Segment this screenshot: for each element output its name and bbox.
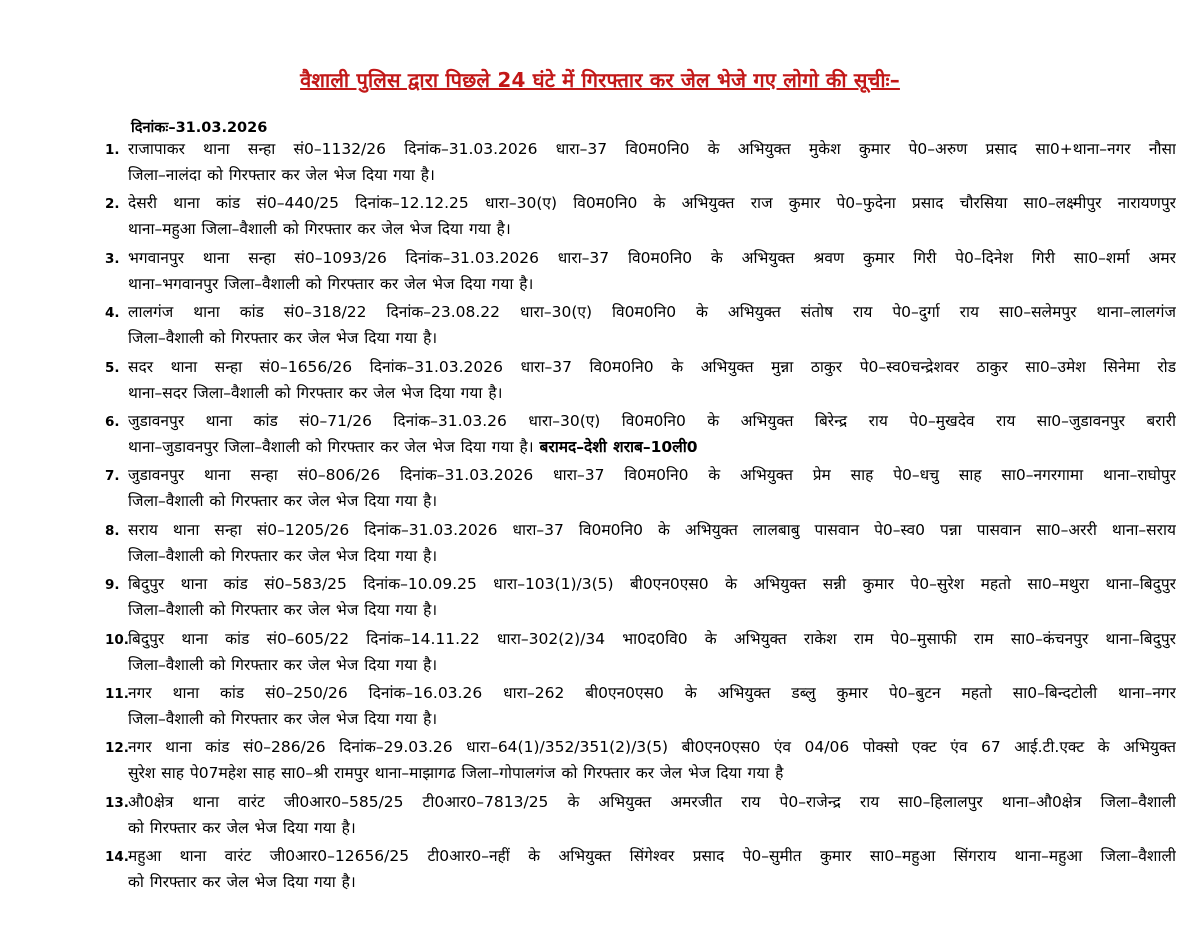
list-item-line-1: औ0क्षेत्र थाना वारंट जी0आर0–585/25 टी0आर0–7813/25 के अभियुक्त अमरजीत राय पे0–राजेन्द्र राय सा0–हिलालपुर थाना–औ0क्षेत्र जिला–वैशाली (128, 792, 1176, 811)
list-item-line-2 (128, 325, 1176, 351)
list-item-number: 9. (105, 577, 120, 594)
list-item-number: 13. (105, 794, 129, 811)
list-item (0, 190, 1200, 244)
list-item-text (128, 680, 1176, 732)
page-title: वैशाली पुलिस द्वारा पिछले 24 घंटे में गिरफ्तार कर जेल भेजे गए लोगो की सूचीः– (300, 68, 900, 92)
list-item-text (128, 190, 1176, 242)
list-item-number: 6. (105, 413, 120, 430)
list-item-text (128, 408, 1176, 460)
list-item-line-2 (128, 434, 1176, 460)
list-item (0, 843, 1200, 897)
list-item-number: 10. (105, 631, 129, 648)
list-item-text (128, 789, 1176, 841)
list-item-text (128, 843, 1176, 895)
recovery-note: बरामद–देशी शराब–10ली0 (539, 437, 698, 456)
list-item (0, 136, 1200, 190)
list-item-text (128, 626, 1176, 678)
list-item (0, 517, 1200, 571)
list-item (0, 789, 1200, 843)
list-item-line-2-text: जिला–वैशाली को गिरफ्तार कर जेल भेज दिया गया है। (128, 492, 438, 511)
list-item-number: 3. (105, 250, 120, 267)
list-item-line-2-text: जिला–वैशाली को गिरफ्तार कर जेल भेज दिया गया है। (128, 655, 438, 674)
list-item-line-2 (128, 488, 1176, 514)
list-item-text (128, 245, 1176, 297)
list-item (0, 245, 1200, 299)
list-item-line-1: राजापाकर थाना सन्हा सं0–1132/26 दिनांक–31.03.2026 धारा–37 वि0म0नि0 के अभियुक्त मुकेश कुमार पे0–अरुण प्रसाद सा0+थाना–नगर नौसा (128, 140, 1176, 158)
list-item-line-1: नगर थाना कांड सं0–250/26 दिनांक–16.03.26 धारा–262 बी0एन0एस0 के अभियुक्त डब्लु कुमार पे0–बुटन महतो सा0–बिन्दटोली थाना–नगर (128, 683, 1176, 702)
list-item-text (128, 299, 1176, 351)
list-item-number: 1. (105, 142, 120, 158)
list-item-number: 4. (105, 305, 120, 322)
list-item-text (128, 734, 1176, 786)
list-item-text (128, 462, 1176, 514)
list-item-line-1: बिदुपुर थाना कांड सं0–605/22 दिनांक–14.11.22 धारा–302(2)/34 भा0द0वि0 के अभियुक्त राकेश राम पे0–मुसाफी राम सा0–कंचनपुर थाना–बिदुपुर (128, 629, 1176, 648)
list-item-line-1: महुआ थाना वारंट जी0आर0–12656/25 टी0आर0–नहीं के अभियुक्त सिंगेश्वर प्रसाद पे0–सुमीत कुमार सा0–महुआ सिंगराय थाना–महुआ जिला–वैशाली (128, 847, 1176, 866)
list-item-line-2-text: को गिरफ्तार कर जेल भेज दिया गया है। (128, 873, 356, 892)
list-item-line-2 (128, 652, 1176, 678)
list-item-line-1: बिदुपुर थाना कांड सं0–583/25 दिनांक–10.09.25 धारा–103(1)/3(5) बी0एन0एस0 के अभियुक्त सन्नी कुमार पे0–सुरेश महतो सा0–मथुरा थाना–बिदुपुर (128, 575, 1176, 594)
list-item-line-2 (128, 271, 1176, 297)
list-item-line-1: जुडावनपुर थाना सन्हा सं0–806/26 दिनांक–31.03.2026 धारा–37 वि0म0नि0 के अभियुक्त प्रेम साह पे0–धचु साह सा0–नगरगामा थाना–राघोपुर (128, 466, 1176, 485)
list-item-line-2 (128, 760, 1176, 786)
list-item-line-2-text: जिला–वैशाली को गिरफ्तार कर जेल भेज दिया गया है। (128, 546, 438, 565)
list-item-line-2 (128, 597, 1176, 623)
list-item-line-1: देसरी थाना कांड सं0–440/25 दिनांक–12.12.25 धारा–30(ए) वि0म0नि0 के अभियुक्त राज कुमार पे0–फुदेना प्रसाद चौरसिया सा0–लक्ष्मीपुर नारायणपुर (128, 194, 1176, 213)
list-item (0, 299, 1200, 353)
list-item-line-2 (128, 543, 1176, 569)
list-item-line-2-text: थाना–जुडावनपुर जिला–वैशाली को गिरफ्तार कर जेल भेज दिया गया है। (128, 437, 534, 456)
list-item-line-2-text: जिला–नालंदा को गिरफ्तार कर जेल भेज दिया गया है। (128, 166, 435, 184)
arrest-list (0, 136, 1200, 897)
list-item (0, 571, 1200, 625)
list-item-line-2 (128, 815, 1176, 841)
list-item-line-1: लालगंज थाना कांड सं0–318/22 दिनांक–23.08.22 धारा–30(ए) वि0म0नि0 के अभियुक्त संतोष राय पे0–दुर्गा राय सा0–सलेमपुर थाना–लालगंज (128, 303, 1176, 322)
list-item-number: 5. (105, 359, 120, 376)
list-item-line-2 (128, 216, 1176, 242)
list-item-number: 14. (105, 849, 129, 866)
list-item-line-1: सदर थाना सन्हा सं0–1656/26 दिनांक–31.03.2026 धारा–37 वि0म0नि0 के अभियुक्त मुन्ना ठाकुर पे0–स्व0चन्द्रेशवर ठाकुर सा0–उमेश सिनेमा रोड (128, 357, 1176, 376)
list-item-line-1: भगवानपुर थाना सन्हा सं0–1093/26 दिनांक–31.03.2026 धारा–37 वि0म0नि0 के अभियुक्त श्रवण कुमार गिरी पे0–दिनेश गिरी सा0–शर्मा अमर (128, 248, 1176, 267)
list-item-number: 12. (105, 740, 129, 757)
list-item-line-1: सराय थाना सन्हा सं0–1205/26 दिनांक–31.03.2026 धारा–37 वि0म0नि0 के अभियुक्त लालबाबु पासवान पे0–स्व0 पन्ना पासवान सा0–अररी थाना–सराय (128, 520, 1176, 539)
list-item-text (128, 354, 1176, 406)
list-item (0, 408, 1200, 462)
list-item-line-2-text: जिला–वैशाली को गिरफ्तार कर जेल भेज दिया गया है। (128, 329, 438, 348)
list-item-line-2-text: थाना–भगवानपुर जिला–वैशाली को गिरफ्तार कर जेल भेज दिया गया है। (128, 274, 534, 293)
list-item-line-1: नगर थाना कांड सं0–286/26 दिनांक–29.03.26 धारा–64(1)/352/351(2)/3(5) बी0एन0एस0 एंव 04/06 पोक्सो एक्ट एंव 67 आई.टी.एक्ट के अभियुक्त (128, 738, 1176, 757)
list-item-line-2 (128, 869, 1176, 895)
list-item-text (128, 136, 1176, 188)
list-item-line-2 (128, 706, 1176, 732)
list-item-line-1: जुडावनपुर थाना कांड सं0–71/26 दिनांक–31.03.26 धारा–30(ए) वि0म0नि0 के अभियुक्त बिरेन्द्र राय पे0–मुखदेव राय सा0–जुडावनपुर बरारी (128, 411, 1176, 430)
list-item-number: 8. (105, 522, 120, 539)
list-item-text (128, 571, 1176, 623)
list-item (0, 626, 1200, 680)
list-item (0, 734, 1200, 788)
list-item-number: 11. (105, 685, 129, 702)
list-item-text (128, 517, 1176, 569)
list-item-line-2-text: जिला–वैशाली को गिरफ्तार कर जेल भेज दिया गया है। (128, 709, 438, 728)
list-item-number: 7. (105, 468, 120, 485)
list-item-line-2 (128, 380, 1176, 406)
list-item (0, 354, 1200, 408)
list-item-line-2-text: को गिरफ्तार कर जेल भेज दिया गया है। (128, 818, 356, 837)
list-item-line-2-text: सुरेश साह पे07महेश साह सा0–श्री रामपुर थाना–माझागढ जिला–गोपालगंज को गिरफ्तार कर जेल भेज दिया गया है (128, 764, 784, 783)
list-item (0, 462, 1200, 516)
list-item-line-2-text: थाना–सदर जिला–वैशाली को गिरफ्तार कर जेल भेज दिया गया है। (128, 383, 503, 402)
list-item (0, 680, 1200, 734)
list-item-line-2-text: जिला–वैशाली को गिरफ्तार कर जेल भेज दिया गया है। (128, 601, 438, 620)
list-item-line-2-text: थाना–महुआ जिला–वैशाली को गिरफ्तार कर जेल भेज दिया गया है। (128, 220, 511, 239)
list-item-line-2 (128, 162, 1176, 188)
list-item-number: 2. (105, 196, 120, 213)
date-line: दिनांकः–31.03.2026 (131, 120, 268, 136)
